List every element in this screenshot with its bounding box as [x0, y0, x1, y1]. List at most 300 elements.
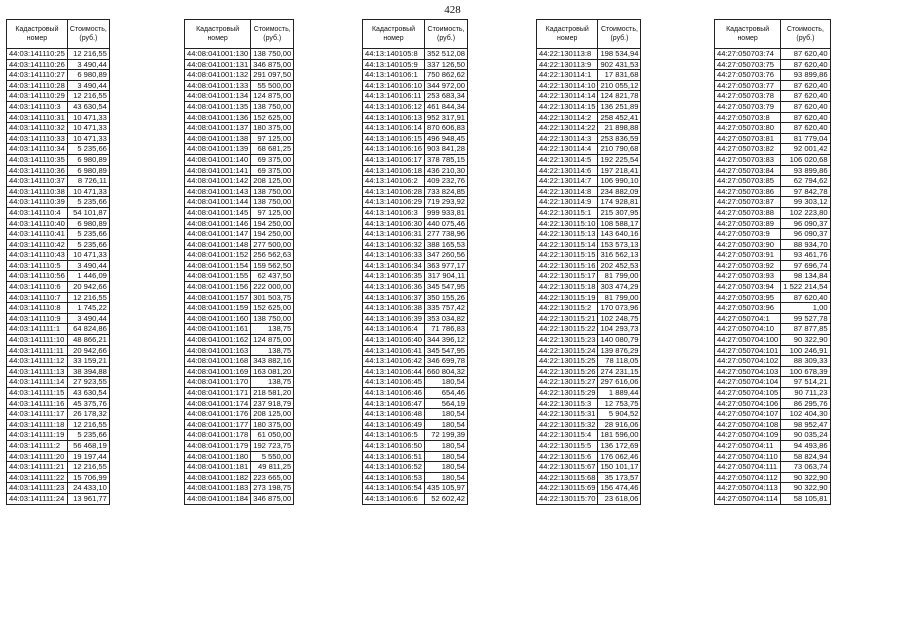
value-cell: 73 063,74: [781, 462, 830, 473]
cadastral-number-cell: 44:08:041001:131: [185, 59, 251, 70]
table-row: [715, 154, 831, 165]
table-row: [715, 91, 831, 102]
table-row: [7, 207, 110, 218]
cadastral-number-cell: 44:08:041001:178: [185, 430, 251, 441]
table-row: [537, 398, 641, 409]
value-cell: 3 490,44: [67, 260, 109, 271]
value-cell: 23 618,06: [598, 493, 641, 504]
table-row: [363, 303, 468, 314]
table-row: [715, 197, 831, 208]
value-cell: 52 602,42: [425, 493, 468, 504]
cadastral-number-cell: 44:22:130115:67: [537, 462, 598, 473]
table-row: [7, 440, 110, 451]
cadastral-number-cell: 44:03:141110:29: [7, 91, 68, 102]
cadastral-number-cell: 44:22:130115:15: [537, 250, 598, 261]
value-cell: 6 980,89: [67, 154, 109, 165]
table-row: [537, 366, 641, 377]
value-cell: 100 678,39: [781, 366, 830, 377]
cadastral-number-cell: 44:22:130115:32: [537, 419, 598, 430]
cadastral-number-cell: 44:27:050704:103: [715, 366, 781, 377]
cadastral-number-cell: 44:27:050703:93: [715, 271, 781, 282]
value-cell: 87 620,40: [781, 112, 830, 123]
value-cell: 20 942,66: [67, 282, 109, 293]
cadastral-number-cell: 44:27:050704:10: [715, 324, 781, 335]
cadastral-number-cell: 44:22:130115:21: [537, 313, 598, 324]
value-cell: 96 090,37: [781, 218, 830, 229]
value-cell: 1,00: [781, 303, 830, 314]
table-row: [537, 133, 641, 144]
value-cell: 1 745,22: [67, 303, 109, 314]
cadastral-number-cell: 44:22:130113:9: [537, 59, 598, 70]
header-cadastral-number: Кадастровый номер: [715, 20, 781, 49]
value-cell: 388 165,53: [425, 239, 468, 250]
table-row: [7, 91, 110, 102]
cadastral-number-cell: 44:13:140106:32: [363, 239, 425, 250]
value-cell: 192 225,54: [598, 154, 641, 165]
value-cell: 124 875,00: [251, 91, 294, 102]
table-row: [185, 101, 294, 112]
table-row: [185, 409, 294, 420]
value-cell: 69 375,00: [251, 154, 294, 165]
value-cell: 3 490,44: [67, 313, 109, 324]
cadastral-number-cell: 44:08:041001:156: [185, 282, 251, 293]
cadastral-number-cell: 44:08:041001:143: [185, 186, 251, 197]
cadastral-number-cell: 44:27:050703:90: [715, 239, 781, 250]
value-cell: 54 101,87: [67, 207, 109, 218]
table-row: [715, 324, 831, 335]
cadastral-number-cell: 44:03:141111:20: [7, 451, 68, 462]
value-cell: 223 665,00: [251, 472, 294, 483]
table-row: [7, 176, 110, 187]
table-row: [715, 313, 831, 324]
table-row: [715, 59, 831, 70]
cadastral-number-cell: 44:13:140106:50: [363, 440, 425, 451]
table-row: [715, 451, 831, 462]
value-cell: 10 471,33: [67, 250, 109, 261]
cadastral-number-cell: 44:27:050703:74: [715, 49, 781, 60]
value-cell: 564,19: [425, 398, 468, 409]
value-cell: 45 375,76: [67, 398, 109, 409]
cadastral-number-cell: 44:13:140106:5: [363, 430, 425, 441]
header-cadastral-number: Кадастровый номер: [363, 20, 425, 49]
cadastral-number-cell: 44:27:050703:95: [715, 292, 781, 303]
value-cell: 5 235,66: [67, 239, 109, 250]
value-cell: 152 625,00: [251, 112, 294, 123]
value-cell: 346 875,00: [251, 493, 294, 504]
value-cell: 194 250,00: [251, 229, 294, 240]
table-row: [537, 123, 641, 134]
table-row: [537, 493, 641, 504]
cadastral-number-cell: 44:13:140106:2: [363, 176, 425, 187]
value-cell: 108 588,17: [598, 218, 641, 229]
table-row: [363, 472, 468, 483]
table-row: [715, 345, 831, 356]
cadastral-number-cell: 44:13:140106:1: [363, 70, 425, 81]
value-cell: 347 260,56: [425, 250, 468, 261]
table-row: [537, 91, 641, 102]
table-row: [715, 398, 831, 409]
value-cell: 210 055,12: [598, 80, 641, 91]
table-row: [7, 144, 110, 155]
value-cell: 180 375,00: [251, 123, 294, 134]
table-row: [537, 207, 641, 218]
cadastral-number-cell: 44:13:140106:54: [363, 483, 425, 494]
cadastral-number-cell: 44:22:130115:24: [537, 345, 598, 356]
value-cell: 1 446,09: [67, 271, 109, 282]
cadastral-number-cell: 44:08:041001:180: [185, 451, 251, 462]
value-cell: 1 889,44: [598, 388, 641, 399]
header-value: Стоимость, (руб.): [781, 20, 830, 49]
value-cell: 316 562,13: [598, 250, 641, 261]
value-cell: 378 785,15: [425, 154, 468, 165]
table-row: [185, 91, 294, 102]
cadastral-number-cell: 44:27:050704:104: [715, 377, 781, 388]
value-cell: 33 159,21: [67, 356, 109, 367]
cadastral-number-cell: 44:08:041001:184: [185, 493, 251, 504]
cadastral-number-cell: 44:03:141110:5: [7, 260, 68, 271]
value-cell: 8 726,11: [67, 176, 109, 187]
value-cell: 159 562,50: [251, 260, 294, 271]
value-cell: 55 500,00: [251, 80, 294, 91]
cadastral-number-cell: 44:22:130114:2: [537, 112, 598, 123]
value-cell: 87 620,40: [781, 80, 830, 91]
value-cell: 139 876,29: [598, 345, 641, 356]
table-row: [185, 70, 294, 81]
value-cell: 440 075,46: [425, 218, 468, 229]
value-cell: 180,54: [425, 440, 468, 451]
table-row: [537, 388, 641, 399]
table-row: [537, 324, 641, 335]
value-cell: 363 977,17: [425, 260, 468, 271]
value-cell: 409 232,76: [425, 176, 468, 187]
table-row: [185, 282, 294, 293]
table-row: [363, 49, 468, 60]
table-row: [363, 123, 468, 134]
cadastral-number-cell: 44:03:141110:38: [7, 186, 68, 197]
table-row: [185, 218, 294, 229]
cadastral-number-cell: 44:08:041001:134: [185, 91, 251, 102]
table-row: [7, 398, 110, 409]
table-row: [363, 250, 468, 261]
cadastral-number-cell: 44:03:141111:17: [7, 409, 68, 420]
cadastral-number-cell: 44:08:041001:182: [185, 472, 251, 483]
registry-table-4: [536, 19, 641, 505]
value-cell: 194 250,00: [251, 218, 294, 229]
cadastral-number-cell: 44:22:130114:8: [537, 186, 598, 197]
value-cell: 297 616,06: [598, 377, 641, 388]
value-cell: 5 904,52: [598, 409, 641, 420]
table-row: [537, 144, 641, 155]
table-row: [537, 165, 641, 176]
table-row: [363, 197, 468, 208]
value-cell: 90 035,24: [781, 430, 830, 441]
table-row: [537, 419, 641, 430]
table-row: [363, 218, 468, 229]
cadastral-number-cell: 44:22:130115:19: [537, 292, 598, 303]
value-cell: 87 620,40: [781, 123, 830, 134]
value-cell: 136 251,89: [598, 101, 641, 112]
table-row: [7, 356, 110, 367]
value-cell: 719 293,92: [425, 197, 468, 208]
table-row: [363, 154, 468, 165]
value-cell: 345 547,95: [425, 345, 468, 356]
value-cell: 72 199,39: [425, 430, 468, 441]
table-row: [537, 377, 641, 388]
value-cell: 136 172,69: [598, 440, 641, 451]
table-row: [715, 440, 831, 451]
value-cell: 78 118,05: [598, 356, 641, 367]
table-row: [185, 430, 294, 441]
table-row: [715, 112, 831, 123]
cadastral-number-cell: 44:22:130115:5: [537, 440, 598, 451]
value-cell: 56 468,19: [67, 440, 109, 451]
table-row: [363, 80, 468, 91]
value-cell: 86 295,76: [781, 398, 830, 409]
table-row: [537, 409, 641, 420]
cadastral-number-cell: 44:22:130115:29: [537, 388, 598, 399]
value-cell: 999 933,81: [425, 207, 468, 218]
cadastral-number-cell: 44:22:130115:16: [537, 260, 598, 271]
cadastral-number-cell: 44:22:130115:18: [537, 282, 598, 293]
cadastral-number-cell: 44:08:041001:155: [185, 271, 251, 282]
value-cell: 62 794,62: [781, 176, 830, 187]
value-cell: 19 197,44: [67, 451, 109, 462]
cadastral-number-cell: 44:13:140106:38: [363, 303, 425, 314]
table-row: [715, 409, 831, 420]
cadastral-number-cell: 44:13:140106:33: [363, 250, 425, 261]
cadastral-number-cell: 44:03:141111:22: [7, 472, 68, 483]
cadastral-number-cell: 44:08:041001:138: [185, 133, 251, 144]
table-row: [363, 430, 468, 441]
value-cell: 208 125,00: [251, 409, 294, 420]
table-row: [715, 250, 831, 261]
table-row: [537, 345, 641, 356]
cadastral-number-cell: 44:22:130114:22: [537, 123, 598, 134]
table-row: [7, 451, 110, 462]
table-row: [715, 260, 831, 271]
value-cell: 87 877,85: [781, 324, 830, 335]
value-cell: 61 050,00: [251, 430, 294, 441]
value-cell: 198 534,94: [598, 49, 641, 60]
cadastral-number-cell: 44:22:130115:10: [537, 218, 598, 229]
table-row: [185, 472, 294, 483]
table-row: [715, 493, 831, 504]
table-row: [537, 313, 641, 324]
cadastral-number-cell: 44:08:041001:161: [185, 324, 251, 335]
value-cell: 291 097,50: [251, 70, 294, 81]
cadastral-number-cell: 44:27:050703:83: [715, 154, 781, 165]
cadastral-number-cell: 44:27:050703:89: [715, 218, 781, 229]
header-value: Стоимость, (руб.): [251, 20, 294, 49]
value-cell: 88 934,70: [781, 239, 830, 250]
value-cell: 93 899,86: [781, 165, 830, 176]
cadastral-number-cell: 44:22:130115:26: [537, 366, 598, 377]
table-row: [537, 271, 641, 282]
value-cell: 12 753,75: [598, 398, 641, 409]
cadastral-number-cell: 44:22:130115:25: [537, 356, 598, 367]
value-cell: 222 000,00: [251, 282, 294, 293]
table-row: [537, 292, 641, 303]
cadastral-number-cell: 44:08:041001:142: [185, 176, 251, 187]
value-cell: 3 490,44: [67, 80, 109, 91]
cadastral-number-cell: 44:27:050704:11: [715, 440, 781, 451]
value-cell: 12 216,55: [67, 49, 109, 60]
table-row: [7, 472, 110, 483]
cadastral-number-cell: 44:13:140106:48: [363, 409, 425, 420]
cadastral-number-cell: 44:22:130114:5: [537, 154, 598, 165]
table-row: [363, 366, 468, 377]
cadastral-number-cell: 44:08:041001:133: [185, 80, 251, 91]
table-row: [7, 186, 110, 197]
cadastral-number-cell: 44:03:141111:23: [7, 483, 68, 494]
cadastral-number-cell: 44:22:130115:2: [537, 303, 598, 314]
table-row: [537, 250, 641, 261]
value-cell: 138,75: [251, 324, 294, 335]
cadastral-number-cell: 44:08:041001:136: [185, 112, 251, 123]
header-cadastral-number: Кадастровый номер: [185, 20, 251, 49]
table-row: [185, 112, 294, 123]
cadastral-number-cell: 44:27:050704:101: [715, 345, 781, 356]
table-row: [7, 250, 110, 261]
value-cell: 208 125,00: [251, 176, 294, 187]
cadastral-number-cell: 44:03:141110:4: [7, 207, 68, 218]
table-row: [7, 70, 110, 81]
cadastral-number-cell: 44:03:141110:28: [7, 80, 68, 91]
table-row: [537, 154, 641, 165]
value-cell: 215 307,95: [598, 207, 641, 218]
value-cell: 345 547,95: [425, 282, 468, 293]
table-row: [185, 250, 294, 261]
table-row: [185, 133, 294, 144]
value-cell: 234 882,09: [598, 186, 641, 197]
cadastral-number-cell: 44:08:041001:168: [185, 356, 251, 367]
table-row: [537, 197, 641, 208]
value-cell: 35 173,57: [598, 472, 641, 483]
table-row: [715, 356, 831, 367]
table-row: [363, 292, 468, 303]
cadastral-number-cell: 44:13:140106:47: [363, 398, 425, 409]
cadastral-number-cell: 44:27:050704:114: [715, 493, 781, 504]
table-row: [537, 101, 641, 112]
cadastral-number-cell: 44:08:041001:146: [185, 218, 251, 229]
cadastral-number-cell: 44:13:140106:28: [363, 186, 425, 197]
table-row: [185, 292, 294, 303]
cadastral-number-cell: 44:13:140106:36: [363, 282, 425, 293]
cadastral-number-cell: 44:27:050703:84: [715, 165, 781, 176]
cadastral-number-cell: 44:27:050703:85: [715, 176, 781, 187]
cadastral-number-cell: 44:27:050704:100: [715, 335, 781, 346]
table-row: [185, 80, 294, 91]
cadastral-number-cell: 44:27:050704:113: [715, 483, 781, 494]
value-cell: 952 317,91: [425, 112, 468, 123]
value-cell: 153 573,13: [598, 239, 641, 250]
value-cell: 218 581,20: [251, 388, 294, 399]
table-row: [185, 462, 294, 473]
cadastral-number-cell: 44:13:140106:44: [363, 366, 425, 377]
value-cell: 106 020,68: [781, 154, 830, 165]
table-row: [7, 123, 110, 134]
value-cell: 870 606,83: [425, 123, 468, 134]
value-cell: 435 105,97: [425, 483, 468, 494]
table-row: [363, 260, 468, 271]
cadastral-number-cell: 44:13:140106:49: [363, 419, 425, 430]
cadastral-number-cell: 44:13:140106:45: [363, 377, 425, 388]
value-cell: 352 512,08: [425, 49, 468, 60]
cadastral-number-cell: 44:22:130115:22: [537, 324, 598, 335]
table-row: [715, 165, 831, 176]
cadastral-number-cell: 44:22:130115:17: [537, 271, 598, 282]
value-cell: 174 928,81: [598, 197, 641, 208]
table-row: [185, 176, 294, 187]
table-row: [185, 335, 294, 346]
value-cell: 156 474,46: [598, 483, 641, 494]
table-row: [537, 80, 641, 91]
cadastral-number-cell: 44:27:050704:105: [715, 388, 781, 399]
table-row: [363, 165, 468, 176]
value-cell: 58 105,81: [781, 493, 830, 504]
table-row: [715, 271, 831, 282]
table-row: [185, 207, 294, 218]
cadastral-number-cell: 44:27:050703:81: [715, 133, 781, 144]
cadastral-number-cell: 44:08:041001:162: [185, 335, 251, 346]
value-cell: 138 750,00: [251, 49, 294, 60]
table-row: [185, 144, 294, 155]
cadastral-number-cell: 44:27:050703:80: [715, 123, 781, 134]
cadastral-number-cell: 44:08:041001:169: [185, 366, 251, 377]
cadastral-number-cell: 44:03:141110:32: [7, 123, 68, 134]
value-cell: 138,75: [251, 345, 294, 356]
cadastral-number-cell: 44:27:050703:76: [715, 70, 781, 81]
cadastral-number-cell: 44:27:050703:9: [715, 229, 781, 240]
value-cell: 93 461,76: [781, 250, 830, 261]
cadastral-number-cell: 44:22:130113:8: [537, 49, 598, 60]
table-row: [537, 282, 641, 293]
cadastral-number-cell: 44:27:050704:1: [715, 313, 781, 324]
cadastral-number-cell: 44:13:140106:30: [363, 218, 425, 229]
table-row: [715, 282, 831, 293]
cadastral-number-cell: 44:03:141111:18: [7, 419, 68, 430]
value-cell: 143 640,16: [598, 229, 641, 240]
value-cell: 24 433,10: [67, 483, 109, 494]
cadastral-number-cell: 44:13:140106:35: [363, 271, 425, 282]
cadastral-number-cell: 44:13:140106:34: [363, 260, 425, 271]
value-cell: 49 811,25: [251, 462, 294, 473]
table-row: [7, 282, 110, 293]
table-row: [363, 462, 468, 473]
table-row: [7, 313, 110, 324]
cadastral-number-cell: 44:27:050704:111: [715, 462, 781, 473]
value-cell: 140 080,79: [598, 335, 641, 346]
value-cell: 654,46: [425, 388, 468, 399]
cadastral-number-cell: 44:08:041001:139: [185, 144, 251, 155]
value-cell: 104 293,73: [598, 324, 641, 335]
value-cell: 138 750,00: [251, 197, 294, 208]
cadastral-number-cell: 44:03:141110:35: [7, 154, 68, 165]
cadastral-number-cell: 44:22:130114:14: [537, 91, 598, 102]
value-cell: 12 216,55: [67, 91, 109, 102]
value-cell: 273 198,75: [251, 483, 294, 494]
table-row: [185, 260, 294, 271]
cadastral-number-cell: 44:13:140106:52: [363, 462, 425, 473]
value-cell: 5 235,66: [67, 144, 109, 155]
table-row: [185, 313, 294, 324]
value-cell: 97 125,00: [251, 133, 294, 144]
value-cell: 750 862,62: [425, 70, 468, 81]
value-cell: 5 235,66: [67, 430, 109, 441]
table-row: [7, 271, 110, 282]
table-row: [537, 440, 641, 451]
value-cell: 138 750,00: [251, 313, 294, 324]
